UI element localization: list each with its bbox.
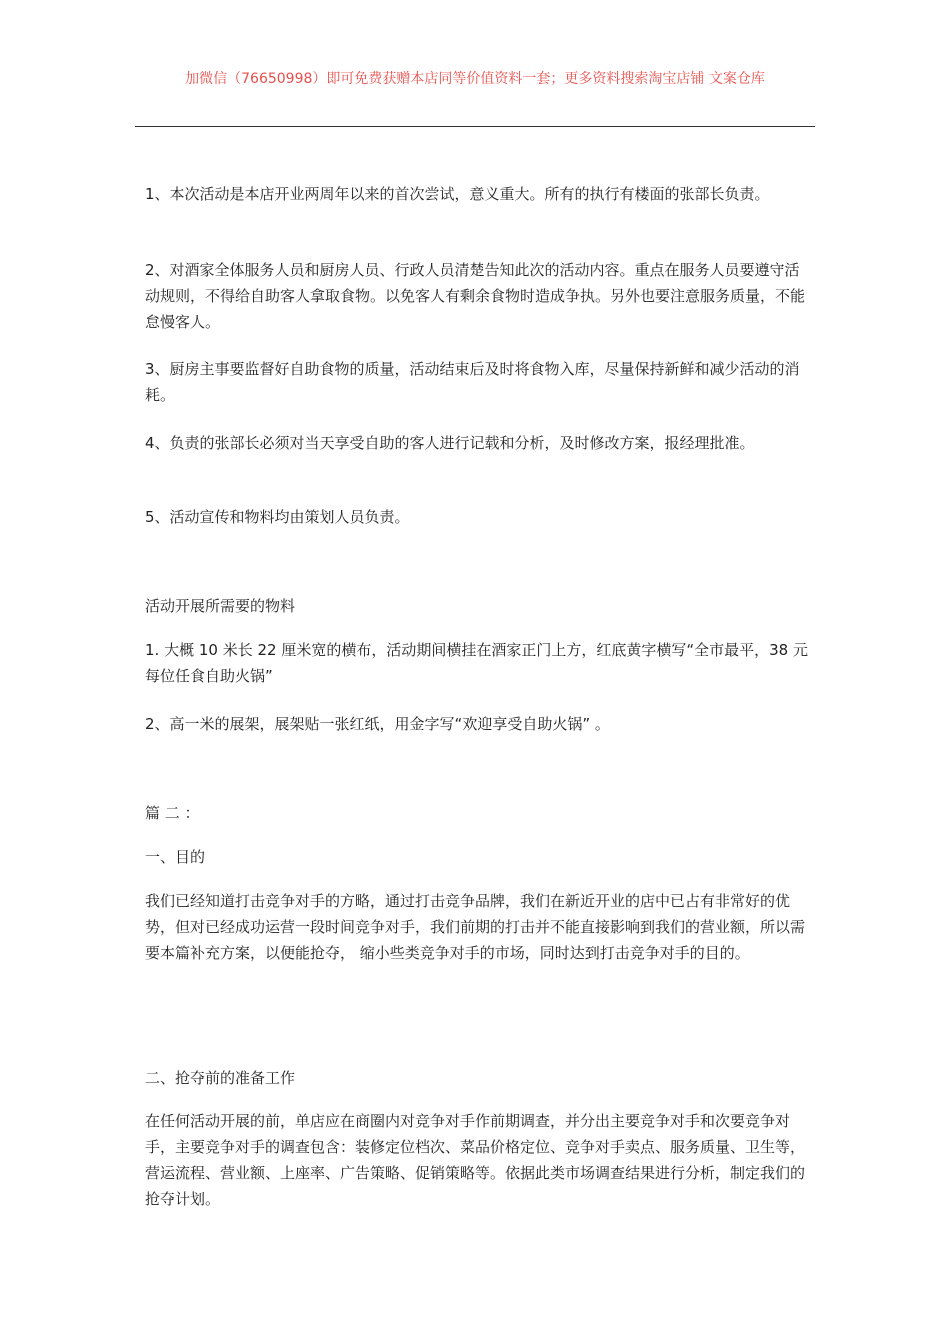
goal-heading: 一、目的 xyxy=(145,848,206,866)
prep-paragraph: 在任何活动开展的前，单店应在商圈内对竞争对手作前期调查，并分出主要竞争对手和次要竞争对手，主要竞争对手的调查包含：装修定位档次、菜品价格定位、竞争对手卖点、服务质量、卫生等，营运流程、营业额、上座率、广告策略、促销策略等。依据此类市场调查结果进行分析，制定我们的抢夺计划。 xyxy=(145,1112,806,1208)
rule-item-5: 5、活动宣传和物料均由策划人员负责。 xyxy=(145,508,410,526)
prep-heading: 二、抢夺前的准备工作 xyxy=(145,1069,296,1087)
materials-item-2: 2、高一米的展架，展架贴一张红纸，用金字写“欢迎享受自助火锅” 。 xyxy=(145,715,610,733)
materials-item-1: 1. 大概 10 米长 22 厘米宽的横布，活动期间横挂在酒家正门上方，红底黄字横写“全市最平，38 元每位任食自助火锅” xyxy=(145,641,808,685)
rule-item-1: 1、本次活动是本店开业两周年以来的首次尝试，意义重大。所有的执行有楼面的张部长负责。 xyxy=(145,185,770,203)
rule-item-3: 3、厨房主事要监督好自助食物的质量，活动结束后及时将食物入库，尽量保持新鲜和减少活动的消耗。 xyxy=(145,360,800,404)
rule-item-4: 4、负责的张部长必须对当天享受自助的客人进行记载和分析，及时修改方案，报经理批准。 xyxy=(145,434,755,452)
header-promo-text: 加微信（76650998）即可免费获赠本店同等价值资料一套；更多资料搜索淘宝店铺 文案仓库 xyxy=(185,71,765,87)
materials-heading: 活动开展所需要的物料 xyxy=(145,597,296,615)
goal-paragraph: 我们已经知道打击竞争对手的方略，通过打击竞争品牌，我们在新近开业的店中已占有非常好的优势，但对已经成功运营一段时间竞争对手，我们前期的打击并不能直接影响到我们的营业额，所以需要本篇补充方案，以便能抢夺， 缩小些类竞争对手的市场，同时达到打击竞争对手的目的。 xyxy=(145,892,806,962)
rule-item-2: 2、对酒家全体服务人员和厨房人员、行政人员清楚告知此次的活动内容。重点在服务人员要遵守活动规则，不得给自助客人拿取食物。以免客人有剩余食物时造成争执。另外也要注意服务质量，不能怠慢客人。 xyxy=(145,261,806,331)
header-divider xyxy=(135,126,815,127)
part2-title: 篇 二 ： xyxy=(145,804,200,822)
